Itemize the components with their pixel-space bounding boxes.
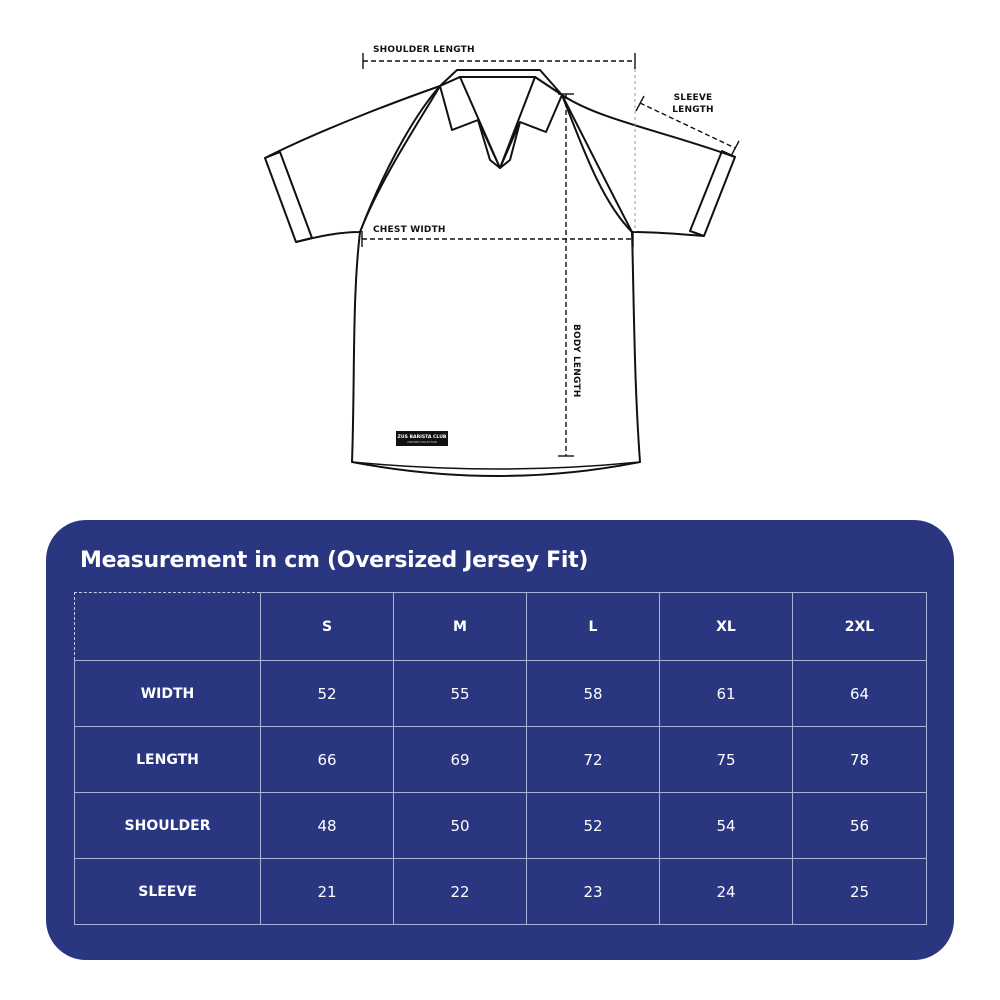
- table-row: [75, 661, 927, 727]
- table-cell: 25: [793, 859, 927, 925]
- table-row: [75, 793, 927, 859]
- table-cell: 61: [660, 661, 793, 727]
- size-header: M: [394, 593, 527, 661]
- table-cell: 56: [793, 793, 927, 859]
- sleeve-length-label-line2: LENGTH: [672, 105, 714, 115]
- table-cell: 52: [527, 793, 660, 859]
- size-header: L: [527, 593, 660, 661]
- table-cell: 66: [261, 727, 394, 793]
- body-length-label: BODY LENGTH: [571, 324, 581, 398]
- row-label: SHOULDER: [75, 793, 261, 859]
- table-cell: 72: [527, 727, 660, 793]
- table-cell: 24: [660, 859, 793, 925]
- table-header-row: [75, 593, 927, 661]
- sleeve-length-label-line1: SLEEVE: [673, 93, 713, 103]
- svg-text:ZUS BARISTA CLUB: ZUS BARISTA CLUB: [397, 435, 447, 440]
- table-cell: 21: [261, 859, 394, 925]
- table-cell: 78: [793, 727, 927, 793]
- table-cell: 69: [394, 727, 527, 793]
- table-cell: 23: [527, 859, 660, 925]
- table-cell: 58: [527, 661, 660, 727]
- table-cell: 64: [793, 661, 927, 727]
- row-label: WIDTH: [75, 661, 261, 727]
- table-cell: 22: [394, 859, 527, 925]
- panel-title: Measurement in cm (Oversized Jersey Fit): [80, 548, 589, 573]
- table-cell: 55: [394, 661, 527, 727]
- table-row: [75, 859, 927, 925]
- table-cell: 75: [660, 727, 793, 793]
- shoulder-length-label: SHOULDER LENGTH: [373, 45, 475, 55]
- table-cell: 52: [261, 661, 394, 727]
- svg-text:UNIFORM COLLECTION: UNIFORM COLLECTION: [407, 441, 437, 444]
- brand-tag: [396, 431, 448, 446]
- row-label: SLEEVE: [75, 859, 261, 925]
- chest-width-label: CHEST WIDTH: [373, 225, 446, 235]
- table-corner-cell: [75, 593, 261, 661]
- jersey-outline: [265, 77, 735, 476]
- measurement-panel: [46, 520, 954, 960]
- size-header: 2XL: [793, 593, 927, 661]
- table-cell: 48: [261, 793, 394, 859]
- size-header: S: [261, 593, 394, 661]
- row-label: LENGTH: [75, 727, 261, 793]
- table-cell: 50: [394, 793, 527, 859]
- size-header: XL: [660, 593, 793, 661]
- size-table: [74, 592, 927, 925]
- table-cell: 54: [660, 793, 793, 859]
- table-row: [75, 727, 927, 793]
